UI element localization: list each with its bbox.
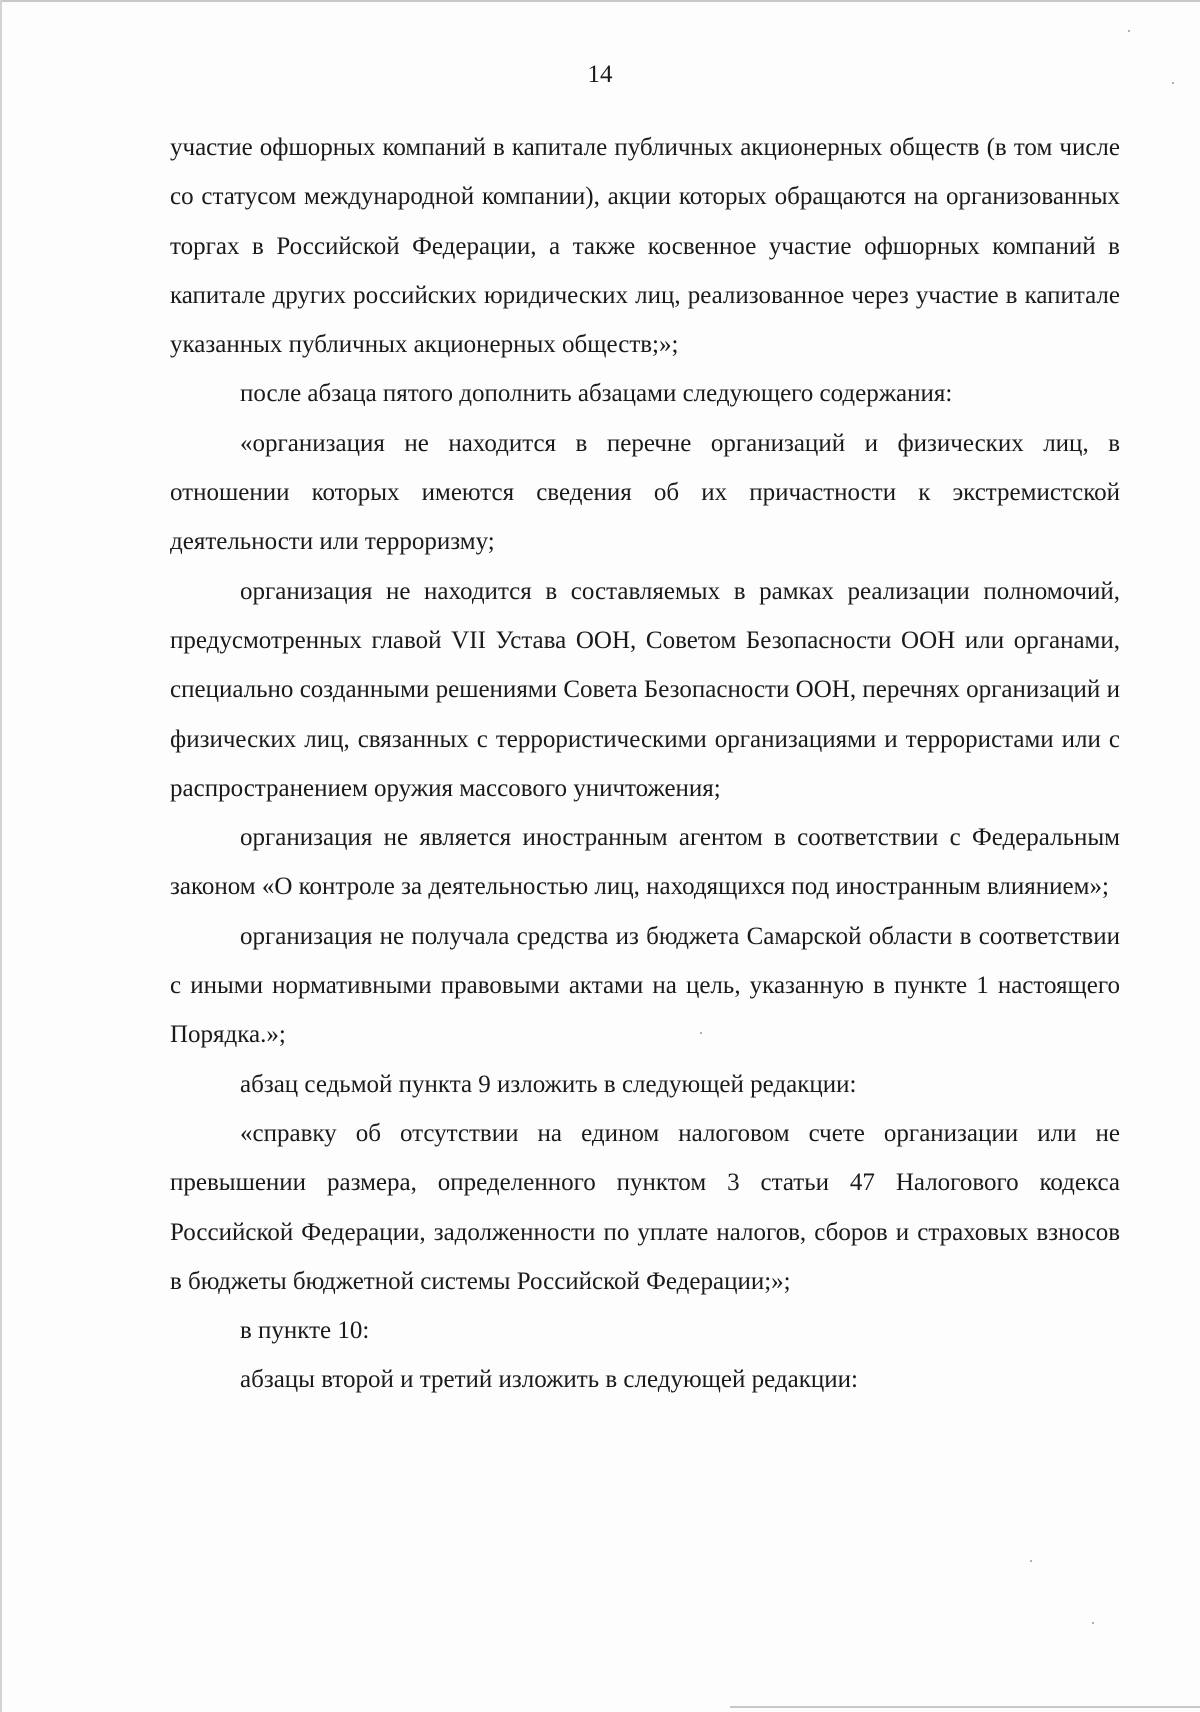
paragraph-offshore-participation: участие офшорных компаний в капитале публичных акционерных обществ (в том числе со статусом международной компании), акции которых обращаются на организованных торгах в Российской Федерации, а также косвенное участие офшорных компаний в капитале других российских юридических лиц, реализованное через участие в капитале указанных публичных акционерных обществ;»; — [170, 134, 1120, 359]
scan-speck — [1092, 1622, 1094, 1624]
bottom-scan-edge — [730, 1706, 1200, 1708]
scan-speck — [1030, 1560, 1032, 1562]
body-text — [170, 123, 1120, 1405]
top-scan-edge — [0, 0, 1200, 2]
scan-speck — [1128, 30, 1130, 32]
paragraph-extremism-list: «организация не находится в перечне организаций и физических лиц, в отношении которых имеются сведения об их причастности к экстремистской деятельности или терроризму; — [170, 429, 1120, 556]
paragraph-point-10: в пункте 10: — [240, 1317, 370, 1345]
scan-speck — [700, 1032, 702, 1034]
page-number: 14 — [587, 61, 613, 88]
left-scan-edge — [0, 0, 2, 1712]
paragraph-amendment-instruction: после абзаца пятого дополнить абзацами следующего содержания: — [240, 380, 953, 408]
paragraph-point-9-instruction: абзац седьмой пункта 9 изложить в следующей редакции: — [240, 1070, 857, 1098]
scan-speck — [1172, 82, 1174, 84]
paragraph-foreign-agent: организация не является иностранным агентом в соответствии с Федеральным законом «О контроле за деятельностью лиц, находящихся под иностранным влиянием»; — [170, 824, 1120, 901]
paragraph-tax-certificate: «справку об отсутствии на едином налоговом счете организации или не превышении размера, определенного пунктом 3 статьи 47 Налогового кодекса Российской Федерации, задолженности по уплате налогов, сборов и страховых взносов в бюджеты бюджетной системы Российской Федерации;»; — [170, 1119, 1120, 1295]
paragraph-budget-funds: организация не получала средства из бюджета Самарской области в соответствии с иными нормативными правовыми актами на цель, указанную в пункте 1 настоящего Порядка.»; — [170, 922, 1120, 1049]
paragraph-point-10-instruction: абзацы второй и третий изложить в следующей редакции: — [240, 1366, 858, 1394]
paragraph-un-security-council-lists: организация не находится в составляемых в рамках реализации полномочий, предусмотренных главой VII Устава ООН, Советом Безопасности ООН или органами, специально созданными решениями Совета Безопасности ООН, перечнях организаций и физических лиц, связанных с террористическими организациями и террористами или с распространением оружия массового уничтожения; — [170, 577, 1120, 802]
